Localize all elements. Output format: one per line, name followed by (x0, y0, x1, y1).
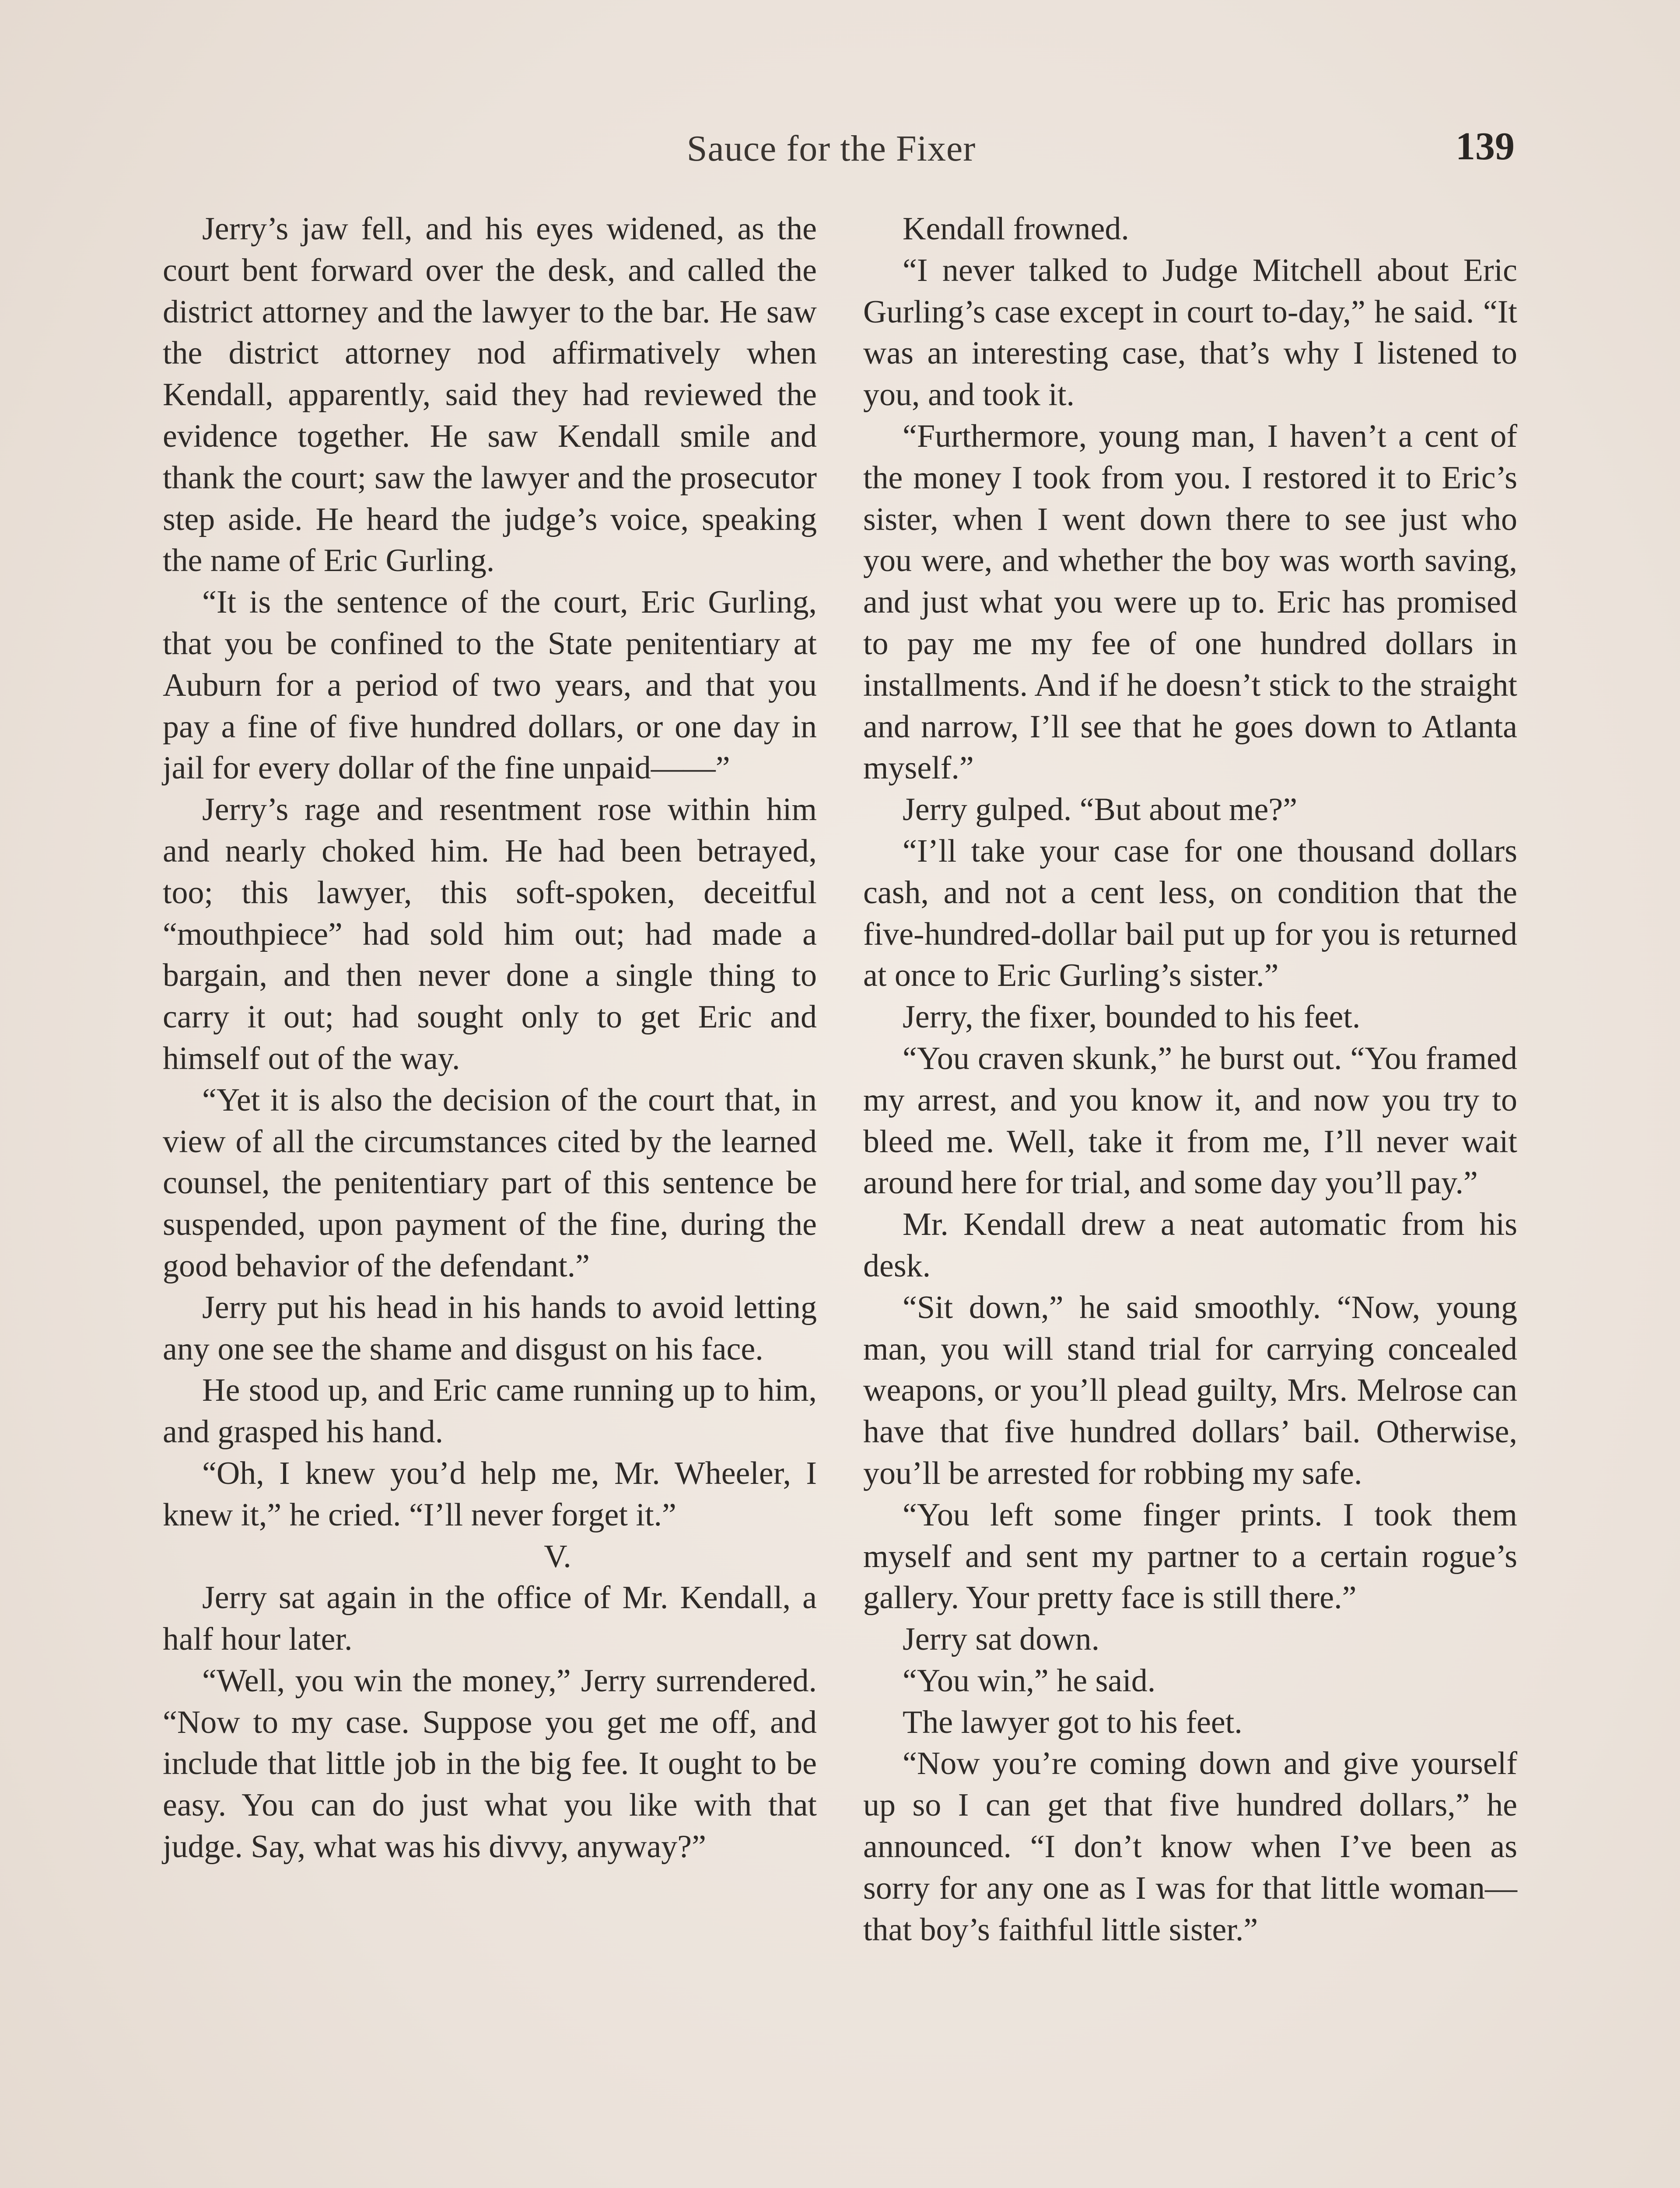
paragraph: “I’ll take your case for one thousand dollars cash, and not a cent less, on condition that the five-hundred-dollar bail put up for you is returned at once to Eric Gurling’s sister.” (863, 833, 1517, 994)
right-text-column (863, 208, 1517, 1950)
paragraph: “Oh, I knew you’d help me, Mr. Wheeler, I knew it,” he cried. “I’ll never forget it.” (163, 1455, 817, 1533)
page-number: 139 (1456, 125, 1515, 168)
paragraph: “I never talked to Judge Mitchell about Eric Gurling’s case except in court to-day,” he said. “It was an interesting case, that’s why I listened to you, and took it. (863, 252, 1517, 413)
paragraph: “Now you’re coming down and give yourself up so I can get that five hundred dollars,” he announced. “I don’t know when I’ve been as sorry for any one as I was for that little woman—that boy’s faithful little sister.” (863, 1746, 1517, 1948)
paragraph: “Furthermore, young man, I haven’t a cent of the money I took from you. I restored it to Eric’s sister, when I went down there to see just who you were, and whether the boy was worth saving, and just what you were up to. Eric has promised to pay me my fee of one hundred dollars in installments. And if he doesn’t stick to the straight and narrow, I’ll see that he goes down to Atlanta myself.” (863, 418, 1517, 786)
paragraph: “Sit down,” he said smoothly. “Now, young man, you will stand trial for carrying concealed weapons, or you’ll plead guilty, Mrs. Melrose can have that five hundred dollars’ bail. Otherwise, you’ll be arrested for robbing my safe. (863, 1289, 1517, 1491)
paragraph: Jerry sat again in the office of Mr. Kendall, a half hour later. (163, 1580, 817, 1658)
left-text-column (163, 208, 817, 1868)
paragraph: Jerry’s rage and resentment rose within him and nearly choked him. He had been betrayed, too; this lawyer, this soft-spoken, deceitful “mouthpiece” had sold him out; had made a bargain, and then never done a single thing to carry it out; had sought only to get Eric and himself out of the way. (163, 792, 817, 1076)
paragraph: The lawyer got to his feet. (903, 1704, 1242, 1740)
paragraph: Jerry, the fixer, bounded to his feet. (903, 999, 1361, 1035)
paragraph: Mr. Kendall drew a neat automatic from his desk. (863, 1206, 1517, 1284)
paragraph: Jerry gulped. “But about me?” (903, 792, 1298, 828)
paragraph: He stood up, and Eric came running up to him, and grasped his hand. (163, 1372, 817, 1450)
paragraph: “It is the sentence of the court, Eric Gurling, that you be confined to the State penitentiary at Auburn for a period of two years, and that you pay a fine of five hundred dollars, or one day in jail for every dollar of the fine unpaid——” (163, 584, 817, 786)
paragraph: Kendall frowned. (903, 211, 1129, 247)
paragraph: “You win,” he said. (903, 1662, 1156, 1699)
paragraph: Jerry sat down. (903, 1621, 1100, 1658)
section-heading: V. (544, 1538, 571, 1574)
paragraph: “Well, you win the money,” Jerry surrendered. “Now to my case. Suppose you get me off, and include that little job in the big fee. It ought to be easy. You can do just what you like with that judge. Say, what was his divvy, anyway?” (163, 1662, 817, 1865)
running-title: Sauce for the Fixer (686, 128, 976, 169)
paragraph: “You craven skunk,” he burst out. “You framed my arrest, and you know it, and now you try to bleed me. Well, take it from me, I’ll never wait around here for trial, and some day you’ll pay.” (863, 1040, 1517, 1201)
paragraph: “You left some finger prints. I took them myself and sent my partner to a certain rogue’s gallery. Your pretty face is still there.” (863, 1497, 1517, 1616)
paragraph: Jerry’s jaw fell, and his eyes widened, as the court bent forward over the desk, and called the district attorney and the lawyer to the bar. He saw the district attorney nod affirmatively when Kendall, apparently, said they had reviewed the evidence together. He saw Kendall smile and thank the court; saw the lawyer and the prosecutor step aside. He heard the judge’s voice, speaking the name of Eric Gurling. (163, 211, 817, 579)
paragraph: “Yet it is also the decision of the court that, in view of all the circumstances cited by the learned counsel, the penitentiary part of this sentence be suspended, upon payment of the fine, during the good behavior of the defendant.” (163, 1082, 817, 1284)
paragraph: Jerry put his head in his hands to avoid letting any one see the shame and disgust on his face. (163, 1289, 817, 1367)
